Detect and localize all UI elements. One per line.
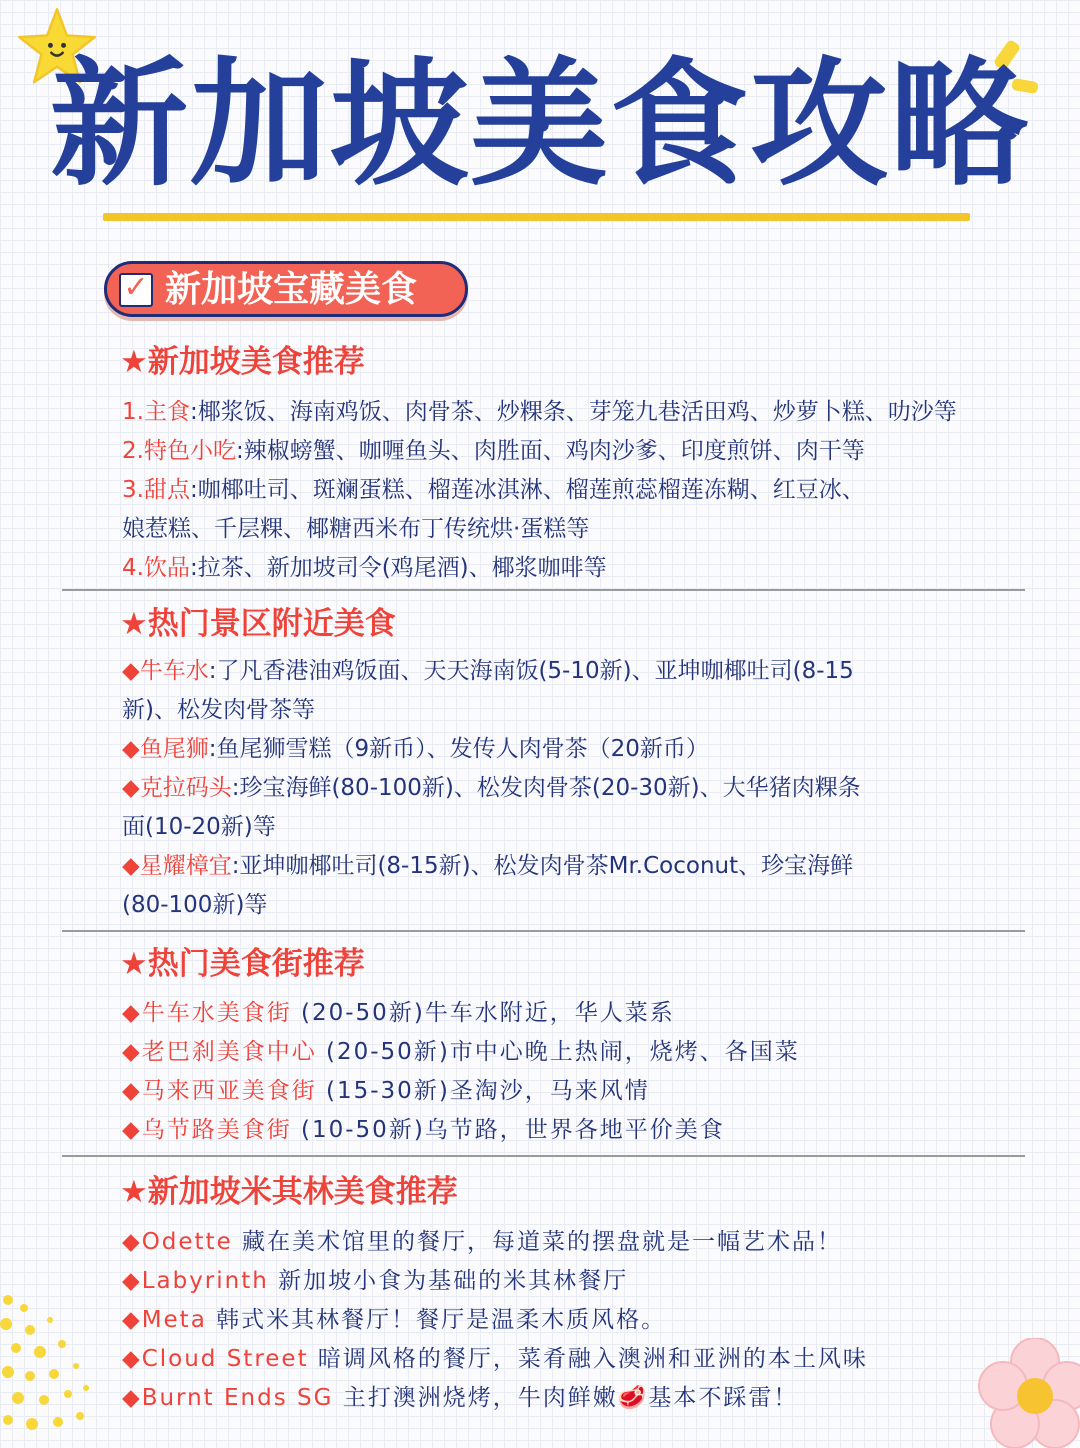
- list-item: 新)、松发肉骨茶等: [122, 697, 315, 723]
- list-item: 娘惹糕、千层粿、椰糖西米布丁传统烘·蛋糕等: [122, 516, 590, 542]
- list-item: ◆克拉码头:珍宝海鲜(80-100新)、松发肉骨茶(20-30新)、大华猪肉粿条: [122, 775, 861, 801]
- list-item: ◆星耀樟宜:亚坤咖椰吐司(8-15新)、松发肉骨茶Mr.Coconut、珍宝海鲜: [122, 853, 854, 879]
- list-item: ◆Odette 藏在美术馆里的餐厅，每道菜的摆盘就是一幅艺术品！: [122, 1229, 843, 1255]
- list-item: 1.主食:椰浆饭、海南鸡饭、肉骨茶、炒粿条、芽笼九巷活田鸡、炒萝卜糕、叻沙等: [122, 399, 957, 425]
- list-item: ◆Labyrinth 新加坡小食为基础的米其林餐厅: [122, 1268, 629, 1294]
- checkbox-icon: ✓: [119, 273, 153, 307]
- section-heading-food: ★新加坡美食推荐: [120, 344, 365, 380]
- list-item: ◆Meta 韩式米其林餐厅！餐厅是温柔木质风格。: [122, 1307, 667, 1333]
- list-item: ◆牛车水:了凡香港油鸡饭面、天天海南饭(5-10新)、亚坤咖椰吐司(8-15: [122, 658, 854, 684]
- list-item: ◆鱼尾狮:鱼尾狮雪糕（9新币）、发传人肉骨茶（20新币）: [122, 736, 709, 762]
- list-item: ◆Cloud Street 暗调风格的餐厅，菜肴融入澳洲和亚洲的本土风味: [122, 1346, 868, 1372]
- category-pill-label: 新加坡宝藏美食: [165, 269, 418, 310]
- list-item: 2.特色小吃:辣椒螃蟹、咖喱鱼头、肉胜面、鸡肉沙爹、印度煎饼、肉干等: [122, 438, 865, 464]
- list-item: ◆老巴刹美食中心 (20-50新)市中心晚上热闹，烧烤、各国菜: [122, 1039, 800, 1065]
- list-item: (80-100新)等: [122, 892, 268, 918]
- divider: [62, 930, 1025, 932]
- list-item: ◆牛车水美食街 (20-50新)牛车水附近，华人菜系: [122, 1000, 675, 1026]
- section-heading-michelin: ★新加坡米其林美食推荐: [120, 1174, 458, 1210]
- category-pill: [104, 261, 468, 317]
- list-item: 面(10-20新)等: [122, 814, 276, 840]
- list-item: ◆马来西亚美食街 (15-30新)圣淘沙，马来风情: [122, 1078, 650, 1104]
- divider: [62, 1155, 1025, 1157]
- section-heading-food-streets: ★热门美食街推荐: [120, 946, 365, 982]
- divider: [62, 589, 1025, 591]
- list-item: ◆乌节路美食街 (10-50新)乌节路，世界各地平价美食: [122, 1117, 725, 1143]
- list-item: ◆Burnt Ends SG 主打澳洲烧烤，牛肉鲜嫩🥩基本不踩雷！: [122, 1385, 799, 1411]
- dots-decoration-icon: [0, 1290, 100, 1440]
- list-item: 3.甜点:咖椰吐司、斑斓蛋糕、榴莲冰淇淋、榴莲煎蕊榴莲冻糊、红豆冰、: [122, 477, 865, 503]
- list-item: 4.饮品:拉茶、新加坡司令(鸡尾酒)、椰浆咖啡等: [122, 555, 607, 581]
- flower-icon: [975, 1338, 1080, 1448]
- section-heading-attractions: ★热门景区附近美食: [120, 606, 396, 642]
- title-underline: [103, 213, 970, 221]
- page-title: 新加坡美食攻略: [49, 44, 1030, 205]
